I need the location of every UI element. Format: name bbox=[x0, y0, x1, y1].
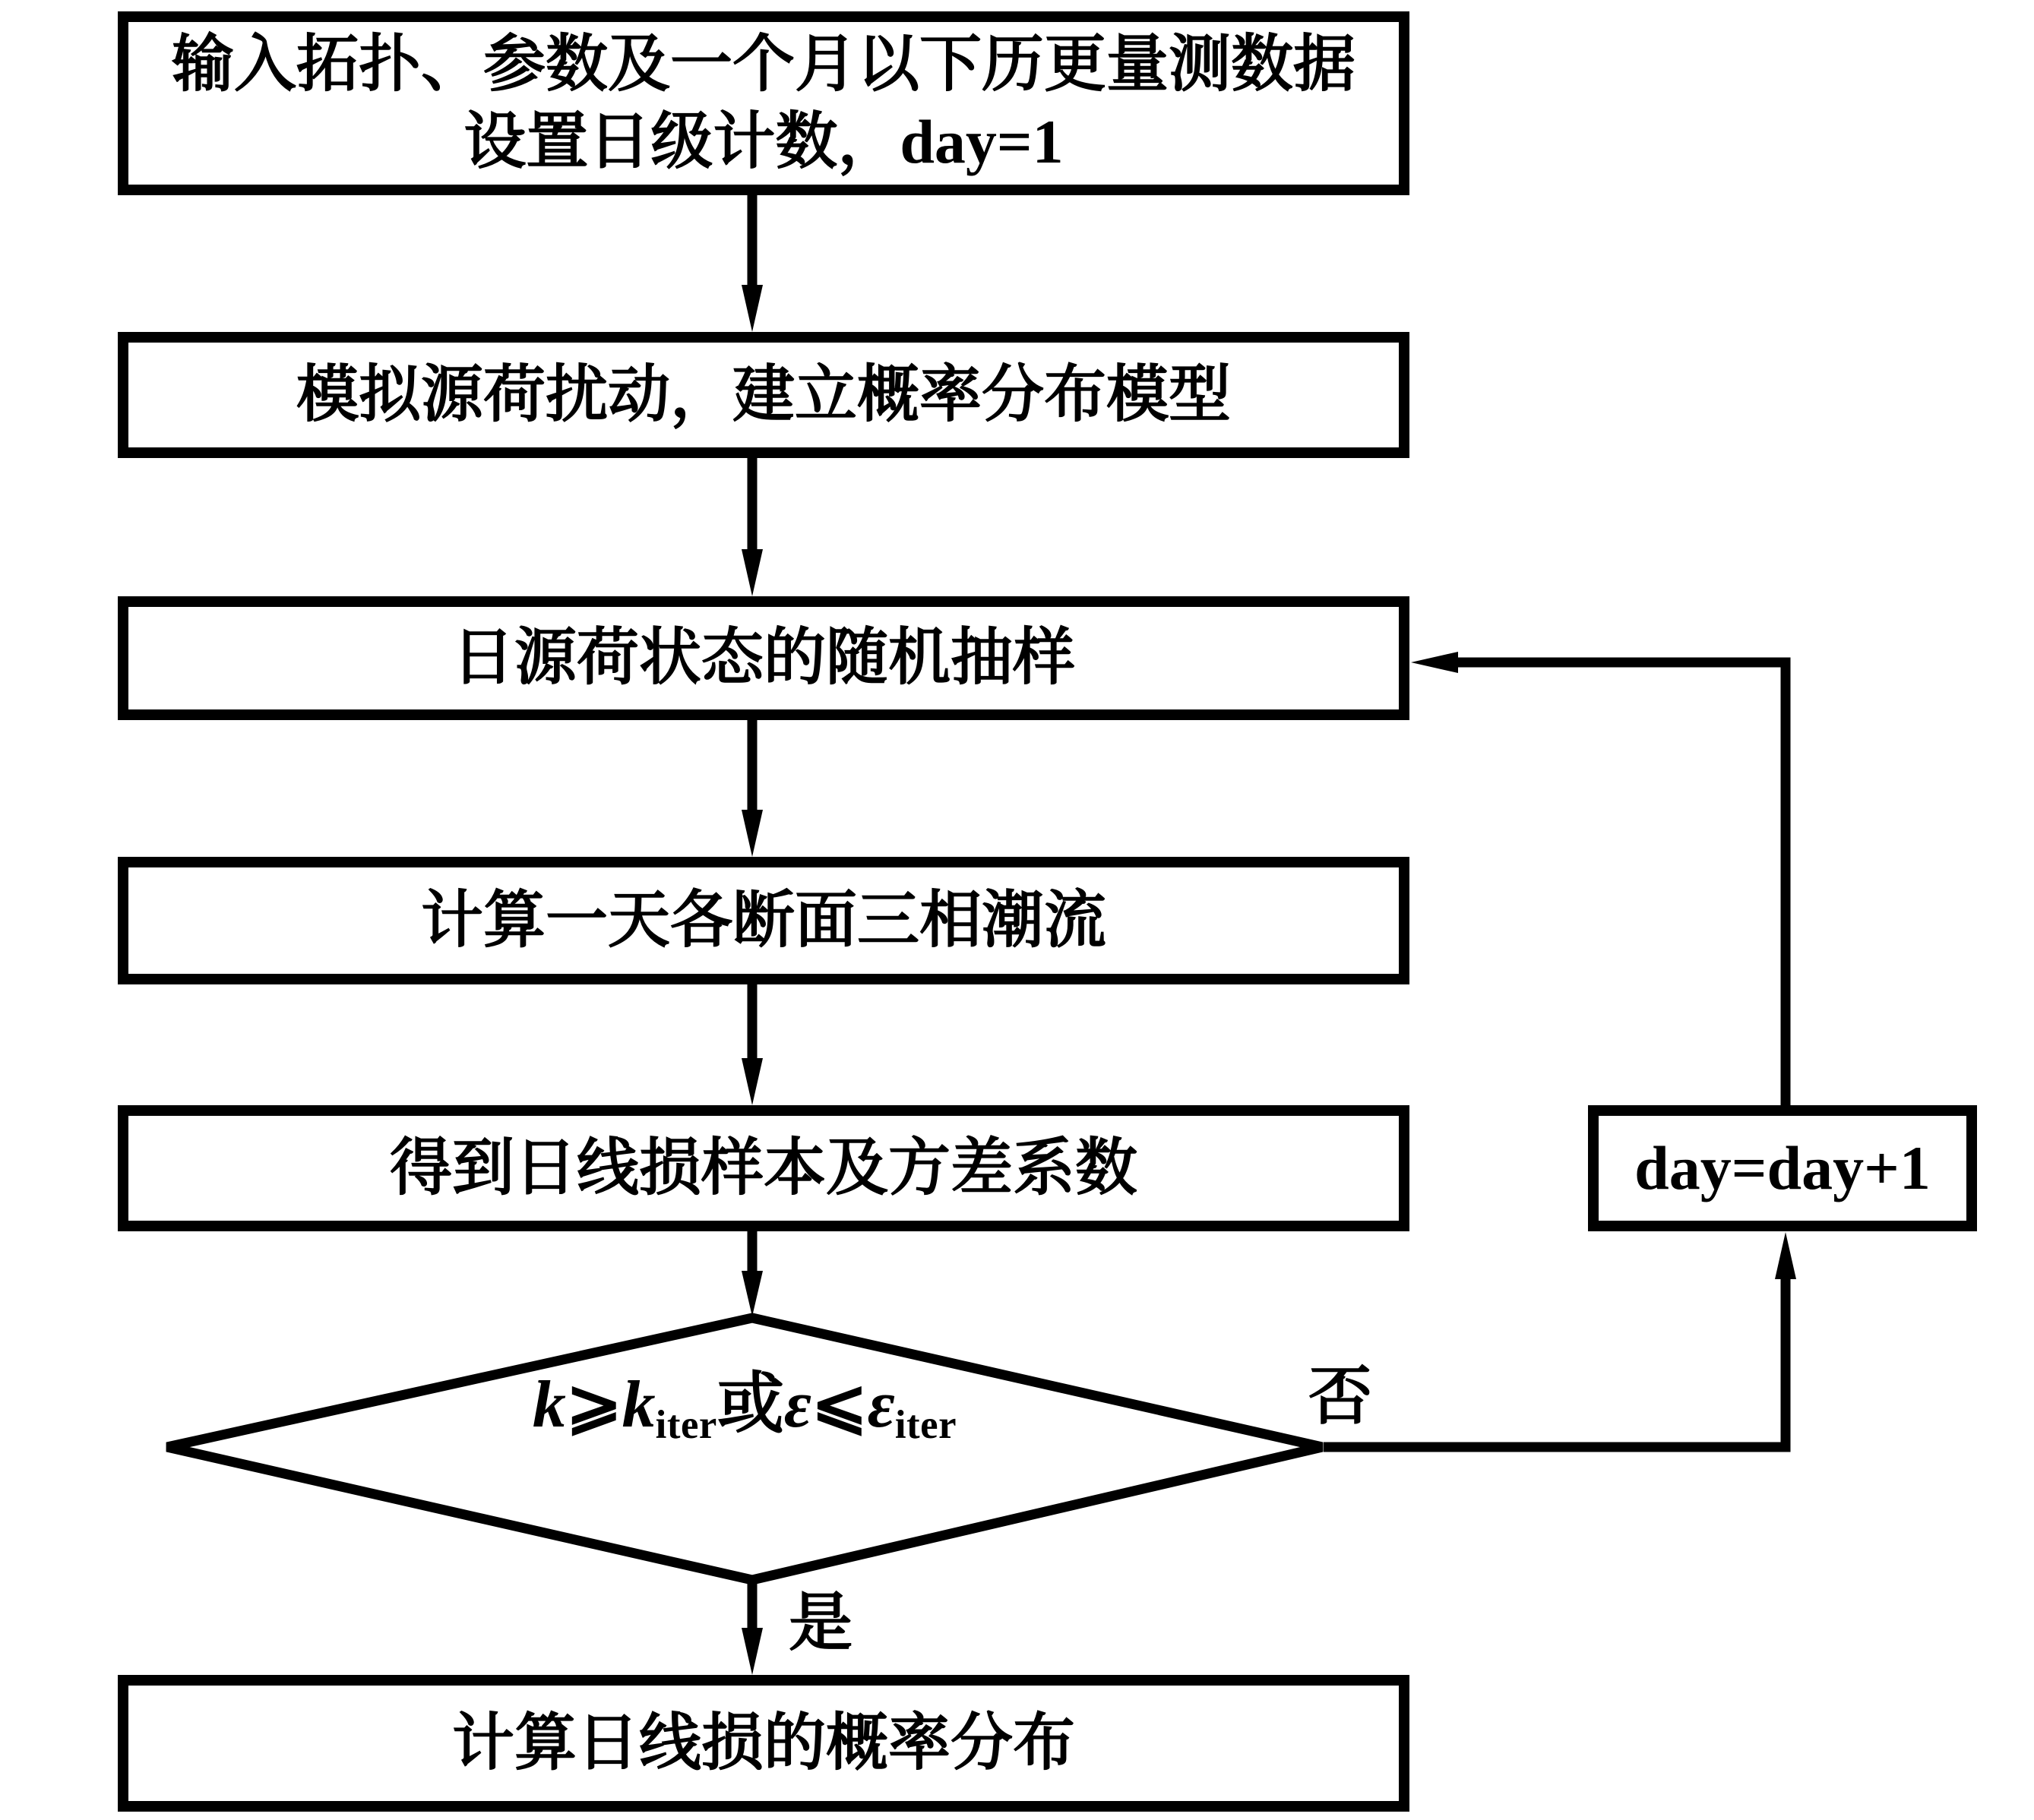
day-increment-box-label: day=day+1 bbox=[1634, 1133, 1931, 1202]
arrow-decision-yes-to-probability bbox=[742, 1578, 763, 1675]
decision-diamond-shape bbox=[167, 1318, 1322, 1580]
input-box-line1: 输入拓扑、参数及一个月以下历更量测数据 bbox=[171, 29, 1355, 99]
decision-var-eps: ε bbox=[783, 1368, 811, 1442]
flowchart-box-day-increment bbox=[1588, 1105, 1977, 1231]
branch-label-no: 否 bbox=[1308, 1362, 1373, 1433]
decision-k-subscript: iter bbox=[655, 1402, 717, 1447]
decision-k-limit: k bbox=[622, 1368, 656, 1442]
arrow-input-to-disturbance bbox=[742, 194, 763, 332]
arrow-increment-to-sampling bbox=[1411, 652, 1786, 1105]
probability-box-label: 计算日线损的概率分布 bbox=[451, 1708, 1075, 1777]
arrow-sampling-to-powerflow bbox=[742, 719, 763, 857]
arrow-decision-no-to-increment bbox=[1324, 1232, 1796, 1447]
arrow-powerflow-to-losssample bbox=[742, 983, 763, 1105]
decision-or-word: 或 bbox=[716, 1368, 784, 1442]
flowchart-box-disturbance bbox=[118, 332, 1409, 458]
decision-le-sign: ⩽ bbox=[811, 1368, 868, 1442]
sampling-box-label: 日源荷状态的随机抽样 bbox=[451, 623, 1075, 693]
decision-ge-sign: ⩾ bbox=[565, 1368, 622, 1442]
disturbance-box-label: 模拟源荷扰动，建立概率分布模型 bbox=[296, 359, 1231, 429]
powerflow-box-label: 计算一天各断面三相潮流 bbox=[420, 885, 1106, 955]
decision-var-k: k bbox=[532, 1368, 566, 1442]
branch-label-yes: 是 bbox=[789, 1588, 853, 1659]
decision-eps-subscript: iter bbox=[894, 1402, 957, 1447]
flowchart-box-losssample bbox=[118, 1105, 1409, 1231]
flowchart-box-probability bbox=[118, 1675, 1409, 1812]
flowchart-box-sampling bbox=[118, 596, 1409, 720]
decision-condition-text bbox=[243, 1368, 1246, 1447]
flowchart-box-powerflow bbox=[118, 857, 1409, 984]
decision-eps-limit: ε bbox=[867, 1368, 895, 1442]
arrow-losssample-to-decision bbox=[742, 1230, 763, 1316]
arrow-disturbance-to-sampling bbox=[742, 457, 763, 596]
flowchart-box-input bbox=[118, 11, 1409, 195]
input-box-line2: 设置日级计数，day=1 bbox=[463, 107, 1064, 176]
losssample-box-label: 得到日线损样本及方差系数 bbox=[389, 1133, 1137, 1202]
